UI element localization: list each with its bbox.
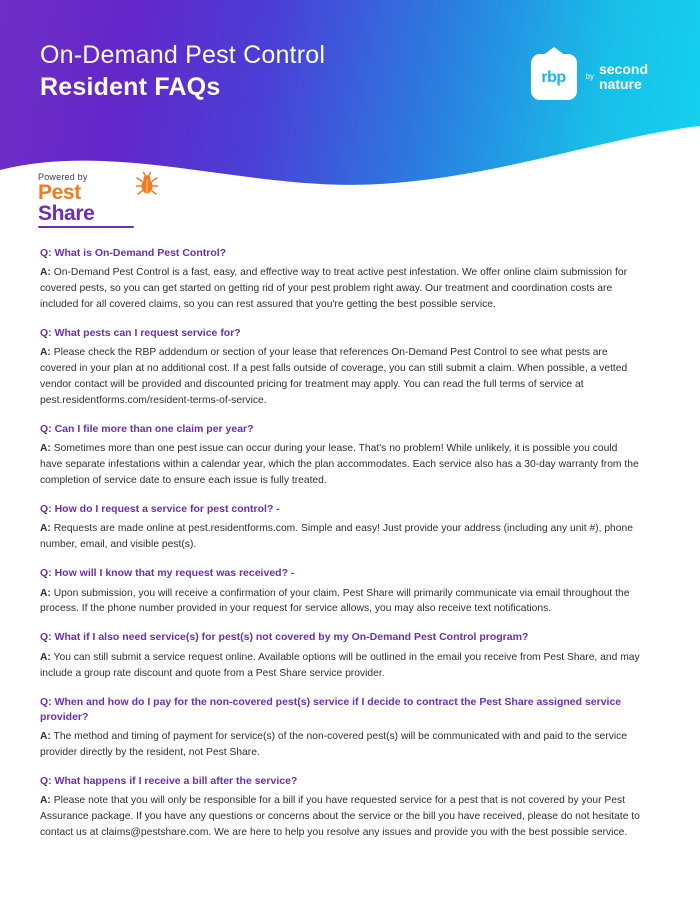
document-title [40,40,325,105]
second-nature-by-label: by [585,71,594,81]
pest-share-logo [38,172,134,228]
powered-by-label: Powered by [38,172,88,182]
second-nature-name-line1: second [598,61,648,78]
pest-share-wordmark [38,183,134,228]
faq-answer-prefix: A: [40,795,51,807]
faq-answer-text: Requests are made online at pest.residentforms.com. Simple and easy! Just provide your address (including any unit #), phone number, email, and visible pest(s). [40,523,633,551]
faq-item [40,502,640,553]
second-nature-name-line2: nature [598,76,642,92]
faq-question: Q: What is On-Demand Pest Control? [40,247,227,259]
faq-answer-text: Sometimes more than one pest issue can occur during your lease. That's no problem! While unlikely, it is possible you could have separate infestations within a calendar year, which the plan accommodates. Each service also has a 30-day warranty from the completion of service date to ensure each issue is fully treated. [40,443,639,487]
title-line-2: Resident FAQs [40,73,221,102]
faq-answer [40,441,640,489]
faq-question: Q: How will I know that my request was received? - [40,567,295,580]
faq-answer-prefix: A: [40,731,51,742]
faq-answer-prefix: A: [40,523,51,535]
faq-item [40,695,640,761]
pest-share-name-line1: Pest [38,181,81,204]
faq-answer-prefix: A: [40,443,51,455]
faq-item [40,326,640,409]
faq-item [40,774,640,841]
title-line-1: On-Demand Pest Control [40,41,326,69]
faq-question: Q: How do I request a service for pest control? - [40,503,280,516]
rbp-second-nature-logo [531,54,648,100]
faq-answer-text: You can still submit a service request online. Available options will be outlined in the email you receive from Pest Share, and may include a group rate discount and quote from a Pest Share service provider. [40,651,640,679]
faq-item [40,246,640,313]
faq-answer-text: Please check the RBP addendum or section of your lease that references On-Demand Pest Control to see what pests are covered in your plan at no additional cost. If a pest falls outside of coverage, you can still submit a claim. When possible, a vetted vendor contact will be provided and discounted pricing for treatment may apply. You can read the full terms of service at pest.residentforms.com/resident-terms-of-service. [40,347,628,407]
faq-item [40,566,640,617]
faq-item [40,630,640,681]
rbp-badge-icon [531,54,577,100]
faq-answer [40,265,640,313]
faq-answer [40,521,640,553]
faq-question: Q: When and how do I pay for the non-covered pest(s) service if I decide to contract the Pest Share assigned service provider? [40,695,622,723]
faq-answer-text: Please note that you will only be responsible for a bill if you have requested service for a pest that is not covered by your Pest Assurance package. If you have any questions or concerns about the service or the bill you have received, please do not hesitate to contact us at claims@pestshare.com. We are here to help you resolve any issues and provide you with the best possible service. [40,795,640,839]
faq-question: Q: What if I also need service(s) for pest(s) not covered by my On-Demand Pest Control program? [40,631,529,644]
faq-answer [40,586,640,618]
faq-answer [40,793,640,841]
faq-answer-text: Upon submission, you will receive a confirmation of your claim. Pest Share will primarily communicate via email throughout the process. If the phone number provided in your request for service allows, you may also receive text notifications. [40,587,630,615]
faq-answer [40,650,640,682]
faq-answer [40,345,640,409]
faq-answer-prefix: A: [40,587,51,599]
bug-icon [134,171,160,197]
faq-answer-text: On-Demand Pest Control is a fast, easy, and effective way to treat active pest infestation. We offer online claim submission for covered pests, so you can get started on getting rid of your pest problem right away. Our treatment and coordination costs are included for all covered claims, so you can rest assured that you're getting the best possible service. [40,267,628,311]
faq-item [40,422,640,489]
rbp-badge-text: rbp [541,69,566,86]
second-nature-wordmark [586,62,648,91]
faq-answer [40,729,640,761]
faq-answer-prefix: A: [40,267,51,279]
faq-list [40,246,640,854]
faq-question: Q: What happens if I receive a bill after the service? [40,774,298,787]
faq-question: Q: Can I file more than one claim per year? [40,423,254,436]
faq-answer-text: The method and timing of payment for service(s) of the non-covered pest(s) will be communicated with and paid to the service provider directly by the resident, not Pest Share. [40,731,628,758]
faq-question: Q: What pests can I request service for? [40,327,241,340]
pest-share-name-line2: Share [38,201,95,225]
faq-answer-prefix: A: [40,651,51,663]
faq-answer-prefix: A: [40,347,51,359]
pest-share-underline [38,226,134,228]
